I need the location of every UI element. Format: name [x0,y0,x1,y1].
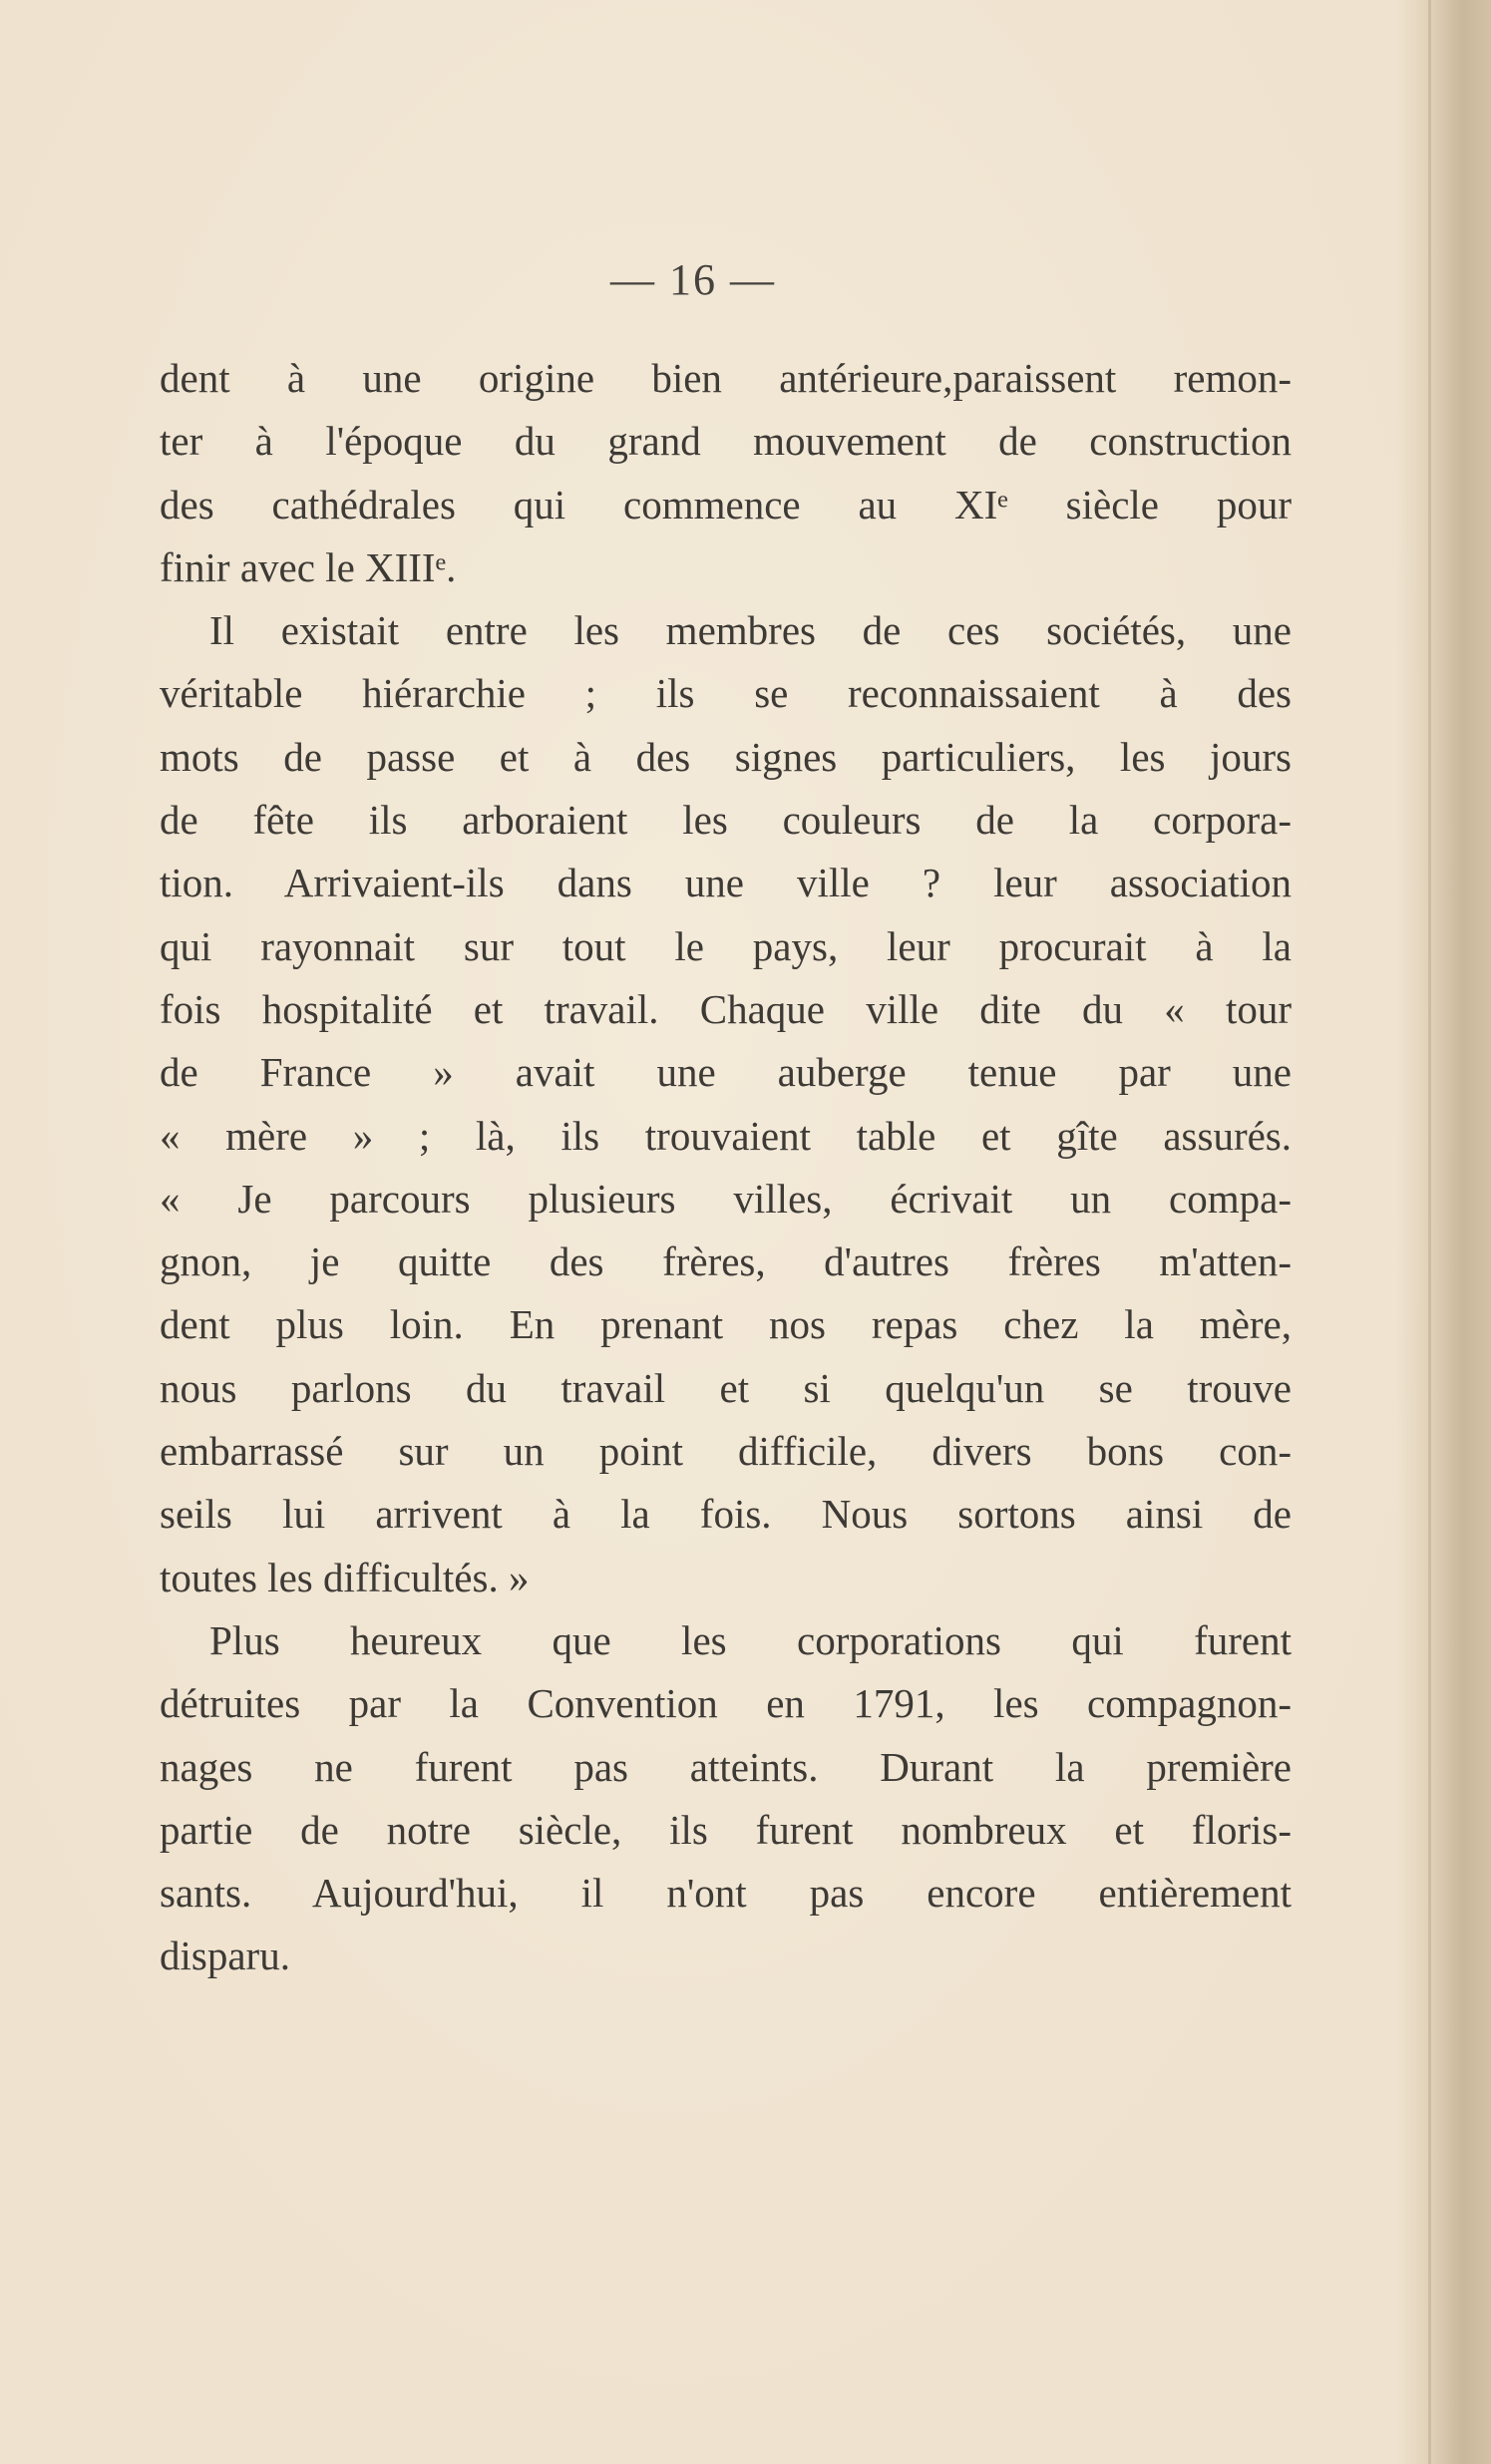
text-line: gnon, je quitte des frères, d'autres frères m'atten- [160,1238,1292,1285]
page-gutter-shadow [1396,0,1491,2464]
text-line: « Je parcours plusieurs villes, écrivait un compa- [160,1175,1292,1222]
text-line: dent plus loin. En prenant nos repas chez la mère, [160,1301,1292,1348]
text-line: fois hospitalité et travail. Chaque ville dite du « tour [160,985,1292,1032]
text-line: tion. Arrivaient-ils dans une ville ? leur association [160,860,1292,906]
text-line: embarrassé sur un point difficile, divers bons con- [160,1428,1292,1475]
text-line: dent à une origine bien antérieure,paraissent remon- [160,355,1292,401]
text-line: véritable hiérarchie ; ils se reconnaissaient à des [160,670,1292,717]
text-line: de fête ils arboraient les couleurs de la corpora- [160,797,1292,844]
text-line: qui rayonnait sur tout le pays, leur procurait à la [160,922,1292,969]
text-line: mots de passe et à des signes particuliers, les jours [160,733,1292,780]
text-line: toutes les difficultés. » [160,1554,530,1600]
text-line: ter à l'époque du grand mouvement de construction [160,418,1292,465]
page-edge-line [1428,0,1431,2464]
text-line: disparu. [160,1933,290,1979]
text-line: partie de notre siècle, ils furent nombreux et floris- [160,1806,1292,1853]
text-line: des cathédrales qui commence au XIᵉ siècle pour [160,481,1292,528]
text-line: finir avec le XIIIᵉ. [160,543,457,590]
page-number: — 16 — [610,255,776,304]
text-line: Plus heureux que les corporations qui furent [209,1616,1292,1663]
text-line: sants. Aujourd'hui, il n'ont pas encore entièrement [160,1870,1292,1917]
text-line: « mère » ; là, ils trouvaient table et gîte assurés. [160,1112,1292,1159]
text-line: Il existait entre les membres de ces sociétés, une [209,607,1292,654]
text-line: seils lui arrivent à la fois. Nous sortons ainsi de [160,1491,1292,1538]
text-line: de France » avait une auberge tenue par une [160,1049,1292,1096]
text-line: nages ne furent pas atteints. Durant la première [160,1743,1292,1790]
body-text [160,347,1292,1988]
text-line: nous parlons du travail et si quelqu'un se trouve [160,1364,1292,1411]
text-line: détruites par la Convention en 1791, les compagnon- [160,1680,1292,1727]
